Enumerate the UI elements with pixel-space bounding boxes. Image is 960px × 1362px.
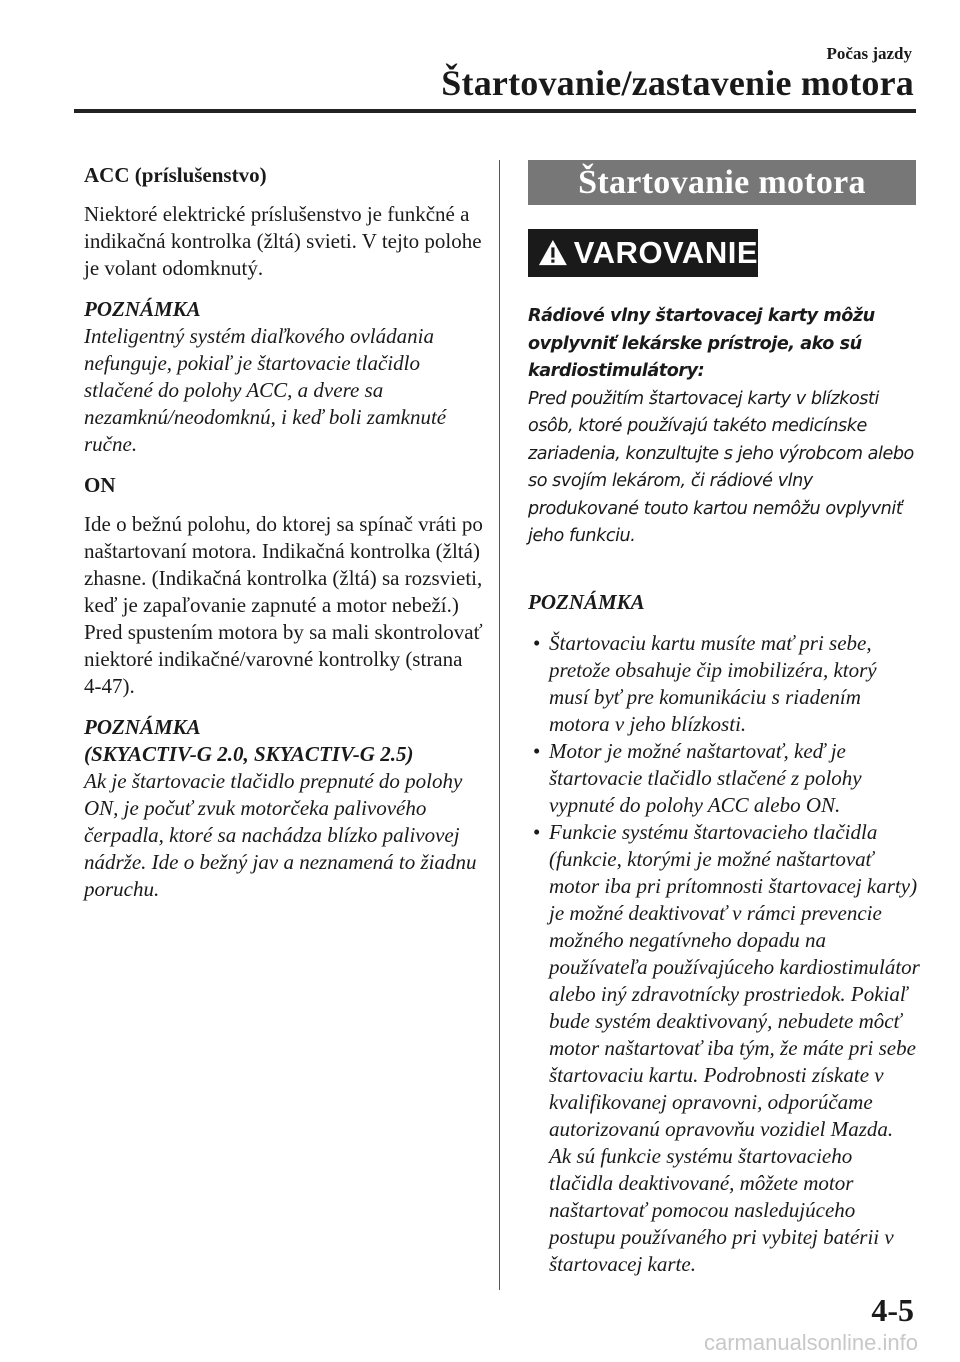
note-skyactiv: [84, 714, 484, 903]
header-rule: [74, 109, 916, 113]
note-acc: [84, 296, 484, 458]
note-acc-text: Inteligentný systém diaľkového ovládania nefunguje, pokiaľ je štartovacie tlačidlo stlačené do polohy ACC, a dvere sa nezamknú/neodomknú, i keď boli zamknuté ručne.: [84, 324, 447, 456]
note-bullet-list: [528, 630, 920, 1278]
note-start-card-head: POZNÁMKA: [528, 589, 645, 614]
bullet-icon: •: [533, 738, 541, 763]
note-skyactiv-head: POZNÁMKA: [84, 715, 201, 739]
section-banner: Štartovanie motora: [528, 160, 916, 205]
on-text: Ide o bežnú polohu, do ktorej sa spínač vráti po naštartovaní motora. Indikačná kontrolka (žltá) zhasne. (Indikačná kontrolka (žltá) sa rozsvieti, keď je zapaľovanie zapnuté a motor nebeží.) Pred spustením motora by sa mali skontrolovať niektoré indikačné/varovné kontrolky (strana 4-47).: [84, 512, 483, 698]
page-header-section: Počas jazdy: [826, 44, 912, 63]
bullet-text: Funkcie systému štartovacieho tlačidla (funkcie, ktorými je možné naštartovať motor iba pri prítomnosti štartovacej karty) je možné deaktivovať v rámci prevencie možného negatívneho dopadu na používateľa používajúceho kardiostimulátor alebo iný zdravotnícky prostriedok. Pokiaľ bude systém deaktivovaný, nebudete môcť motor naštartovať iba tým, že máte pri sebe štartovaciu kartu. Podrobnosti získate v kvalifikovanej opravovni, odporúčame autorizovanú opravovňu vozidiel Mazda. Ak sú funkcie systému štartovacieho tlačidla deaktivované, môžete motor naštartovať pomocou nasledujúceho postupu používaného pri vybitej batérii v štartovacej karte.: [549, 819, 920, 1276]
bullet-text: Štartovaciu kartu musíte mať pri sebe, pretože obsahuje čip imobilizéra, ktorý musí byť pre komunikáciu s riadením motora v jeho blízkosti.: [549, 630, 877, 736]
left-column: [84, 162, 484, 917]
on-heading: ON: [84, 473, 116, 497]
note-skyactiv-sub: (SKYACTIV-G 2.0, SKYACTIV-G 2.5): [84, 742, 414, 766]
warning-body-text: Pred použitím štartovacej karty v blízkosti osôb, ktoré používajú takéto medicínske zariadenia, konzultujte s jeho výrobcom alebo so svojím lekárom, či rádiové vlny produkované touto kartou nemôžu ovplyvniť jeho funkciu.: [528, 388, 914, 546]
warning-label-box: [528, 229, 758, 277]
list-item: [528, 630, 920, 738]
acc-text: Niektoré elektrické príslušenstvo je funkčné a indikačná kontrolka (žltá) svieti. V tejto polohe je volant odomknutý.: [84, 202, 482, 280]
warning-label: VAROVANIE: [573, 235, 758, 270]
warning-text: [528, 303, 920, 551]
warning-triangle-icon: [538, 237, 568, 269]
column-divider: [499, 160, 500, 1290]
list-item: [528, 738, 920, 819]
bullet-icon: •: [533, 819, 541, 844]
warning-bold-text: Rádiové vlny štartovacej karty môžu ovplyvniť lekárske prístroje, ako sú kardiostimulátory:: [528, 306, 875, 381]
note-start-card: [528, 589, 920, 1278]
page-header-title: Štartovanie/zastavenie motora: [441, 63, 914, 103]
page-number: 4-5: [871, 1292, 914, 1328]
right-column: [528, 160, 920, 1278]
acc-heading: ACC (príslušenstvo): [84, 163, 267, 187]
bullet-icon: •: [533, 630, 541, 655]
bullet-text: Motor je možné naštartovať, keď je štartovacie tlačidlo stlačené z polohy vypnuté do polohy ACC alebo ON.: [549, 738, 862, 817]
watermark: carmanualsonline.info: [703, 1330, 918, 1355]
note-skyactiv-text: Ak je štartovacie tlačidlo prepnuté do polohy ON, je počuť zvuk motorčeka palivového čerpadla, ktoré sa nachádza blízko palivovej nádrže. Ide o bežný jav a neznamená to žiadnu poruchu.: [84, 769, 477, 901]
note-acc-head: POZNÁMKA: [84, 297, 201, 321]
list-item: [528, 819, 920, 1278]
